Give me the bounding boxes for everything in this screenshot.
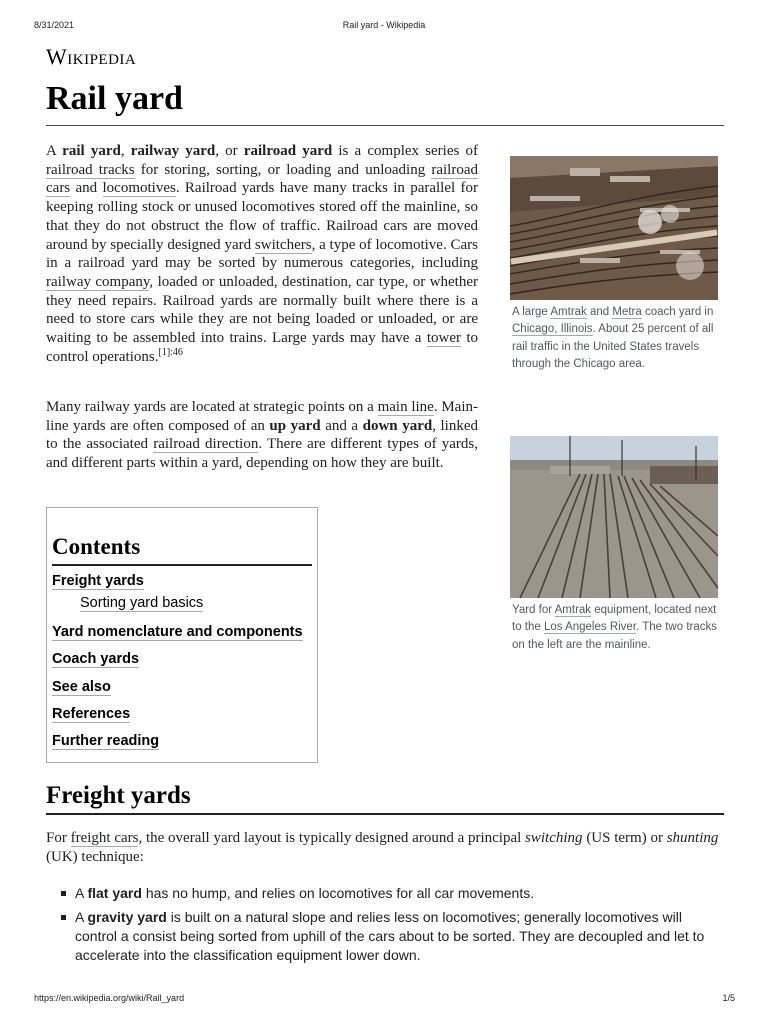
toc-item-sorting-yard-basics[interactable]: Sorting yard basics [80,595,204,611]
link-main-line[interactable]: main line [377,399,434,415]
link-railroad-direction[interactable]: railroad direction [153,436,259,453]
link-switchers[interactable]: switchers [254,236,312,253]
toc-title: Contents [52,534,141,559]
wikipedia-wordmark[interactable]: Wikipedia [46,44,137,69]
link-railway-company[interactable]: railway company [46,273,150,290]
yard-types-list [58,884,722,970]
page-number: 1/5 [722,993,735,1003]
link-tower[interactable]: tower [426,330,461,347]
print-url: https://en.wikipedia.org/wiki/Rail_yard [34,993,185,1003]
link-chicago-illinois[interactable]: Chicago, Illinois [512,323,593,336]
chicago-yard-photo[interactable] [510,156,718,300]
toc-item-references[interactable]: References [52,706,131,722]
link-amtrak[interactable]: Amtrak [550,306,587,318]
figure-chicago-caption: A large Amtrak and Metra coach yard in Chicago, Illinois. About 25 percent of all rail traffic in the United States travels through the Chicago area. [512,306,714,370]
toc-item-freight-yards[interactable]: Freight yards [52,573,144,589]
title-divider [46,125,724,126]
link-railroad-tracks[interactable]: railroad tracks [46,161,135,178]
page-title: Rail yard [46,80,183,117]
print-title: Rail yard - Wikipedia [342,20,426,30]
toc-item-yard-nomenclature[interactable]: Yard nomenclature and components [52,624,303,640]
link-freight-cars[interactable]: freight cars [70,830,139,846]
list-item-flat-yard: A flat yard has no hump, and relies on locomotives for all car movements. [58,884,722,903]
list-item-gravity-yard: A gravity yard is built on a natural slope and relies less on locomotives; generally locomotives will control a consist being sorted from uphill of the cars about to be sorted. They are decoupled and let to accelerate into the classification equipment lower down. [58,908,722,965]
intro-paragraph-1: A rail yard, railway yard, or railroad yard is a complex series of railroad tracks for storing, sorting, or loading and unloading railroad cars and locomotives. Railroad yards have many tracks in parallel for keeping rolling stock or unused locomotives stored off the mainline, so that they do not obstruct the flow of traffic. Railroad cars are moved around by specially designed yard switchers, a type of locomotive. Cars in a railroad yard may be sorted by numerous categories, including railway company, loaded or unloaded, destination, car type, or whether they need repairs. Railroad yards are normally built where there is a need to store cars while they are not being loaded or unloaded, or are waiting to be assembled into trains. Large yards may have a tower to control operations.$^{[1]:46}$ [46,143,479,365]
intro-paragraph-2: Many railway yards are located at strategic points on a main line. Main-line yards are often composed of an up yard and a down yard, linked to the associated railroad direction. There are different types of yards, and different parts within a yard, depending on how they are built. [46,399,478,472]
reference-1[interactable]: [1]:46 [158,346,183,358]
print-date: 8/31/2021 [34,20,75,30]
figure-la-caption: Yard for Amtrak equipment, located next to the Los Angeles River. The two tracks on the left are the mainline. [512,604,717,651]
section-divider [46,813,724,815]
link-los-angeles-river[interactable]: Los Angeles River [543,621,637,634]
link-metra[interactable]: Metra [612,306,642,318]
link-amtrak-2[interactable]: Amtrak [554,604,592,616]
freight-paragraph: For freight cars, the overall yard layout is typically designed around a principal switching (US term) or shunting (UK) technique: [46,830,719,865]
la-yard-photo[interactable] [510,436,718,598]
toc-divider [52,564,312,566]
table-of-contents [46,507,318,763]
toc-item-coach-yards[interactable]: Coach yards [52,651,140,667]
section-heading-freight-yards: Freight yards [46,782,191,809]
toc-item-see-also[interactable]: See also [52,679,111,695]
toc-item-further-reading[interactable]: Further reading [52,733,160,749]
figure-chicago-yard [510,156,718,373]
link-locomotives[interactable]: locomotives [102,180,176,197]
figure-la-yard [510,436,718,654]
link-railroad-cars[interactable]: railroad cars [46,161,478,197]
